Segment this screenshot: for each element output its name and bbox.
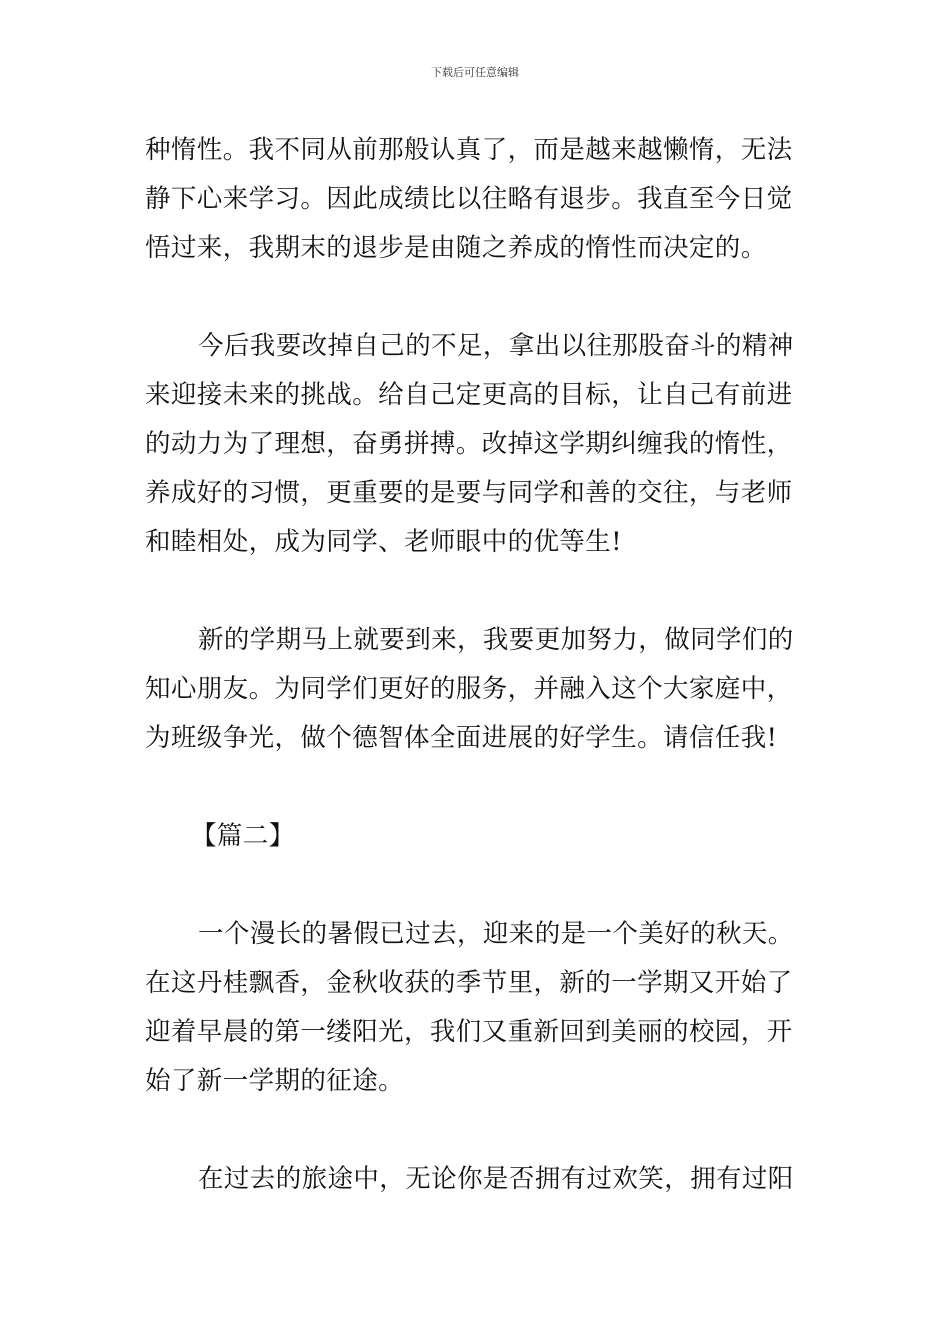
- text-line: 来迎接未来的挑战。给自己定更高的目标，让自己有前进: [145, 380, 793, 410]
- paragraph-gap: [145, 1106, 807, 1155]
- text-line: 养成好的习惯，更重要的是要与同学和善的交往，与老师: [145, 478, 793, 508]
- text-line: 为班级争光，做个德智体全面进展的好学生。请信任我!: [145, 723, 778, 753]
- section-heading: 【篇二】: [191, 821, 295, 851]
- text-line: 悟过来，我期末的退步是由随之养成的惰性而决定的。: [145, 233, 767, 263]
- paragraph-gap: [145, 861, 807, 910]
- paragraph-continued: [145, 126, 807, 273]
- paragraph: [145, 616, 807, 763]
- paragraph-gap: [145, 273, 807, 322]
- text-line: 和睦相处，成为同学、老师眼中的优等生!: [145, 527, 622, 557]
- text-line: 始了新一学期的征途。: [145, 1066, 405, 1096]
- paragraph-gap: [145, 763, 807, 812]
- text-line: 在这丹桂飘香，金秋收获的季节里，新的一学期又开始了: [145, 968, 793, 998]
- text-line: 新的学期马上就要到来，我要更加努力，做同学们的: [198, 625, 794, 655]
- text-line: 今后我要改掉自己的不足，拿出以往那股奋斗的精神: [198, 331, 794, 361]
- text-line: 一个漫长的暑假已过去，迎来的是一个美好的秋天。: [198, 919, 794, 949]
- paragraph-gap: [145, 567, 807, 616]
- text-line: 在过去的旅途中，无论你是否拥有过欢笑，拥有过阳: [198, 1164, 794, 1194]
- paragraph: [145, 910, 807, 1106]
- text-line: 迎着早晨的第一缕阳光，我们又重新回到美丽的校园，开: [145, 1017, 793, 1047]
- text-line: 静下心来学习。因此成绩比以往略有退步。我直至今日觉: [145, 184, 793, 214]
- document-body: [145, 126, 807, 1204]
- paragraph: [145, 322, 807, 567]
- page-header: 下载后可任意编辑: [431, 66, 519, 79]
- text-line: 知心朋友。为同学们更好的服务，并融入这个大家庭中，: [145, 674, 793, 704]
- text-line: 种惰性。我不同从前那般认真了，而是越来越懒惰，无法: [145, 135, 793, 165]
- paragraph: [145, 1155, 807, 1204]
- text-line: 的动力为了理想，奋勇拼搏。改掉这学期纠缠我的惰性，: [145, 429, 793, 459]
